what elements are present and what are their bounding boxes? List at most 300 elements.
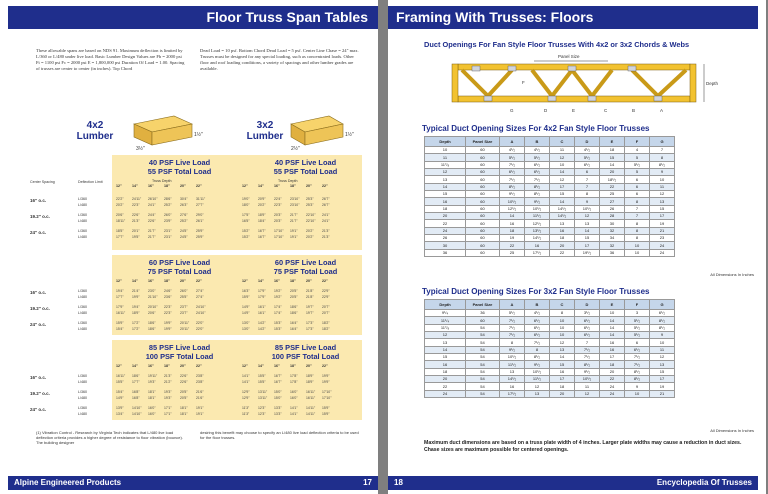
span-value: 22'3" (274, 202, 282, 207)
span-value: 15'9" (322, 406, 330, 410)
table-cell: 34 (600, 235, 625, 242)
table-cell: 6¹/₂ (625, 346, 650, 353)
table-cell: 10 (600, 310, 625, 317)
span-value: 20'11" (180, 321, 190, 325)
table-cell: 12 (550, 176, 575, 183)
depth-header: 18" (290, 279, 296, 283)
deflection-limit: L/360 (78, 374, 87, 378)
table-cell: 8 (525, 346, 550, 353)
span-value: 31'11" (196, 197, 206, 201)
table-cell: 18¹/₂ (600, 176, 625, 183)
span-value: 24'5" (180, 229, 188, 233)
table-4x2-title: Typical Duct Opening Sizes For 4x2 Fan Style Floor Trusses (422, 124, 650, 133)
table-cell: 12 (425, 169, 466, 176)
table-cell: 28 (600, 213, 625, 220)
table-cell: 17 (650, 376, 675, 383)
table-cell: 8¹/₂ (650, 317, 675, 324)
span-value: 19'5" (132, 234, 140, 239)
depth-header: 22" (196, 184, 202, 188)
table-cell: 13 (500, 368, 525, 375)
deflection-limit: L/360 (78, 406, 87, 410)
span-value: 17'10" (322, 395, 332, 400)
table-cell: 60 (466, 317, 500, 324)
table-cell: 8¹/₂ (625, 368, 650, 375)
live-load-label: 85 PSF Live Load (274, 343, 337, 352)
total-load-label: 100 PSF Total Load (145, 352, 214, 361)
span-value: 13'0" (242, 326, 250, 331)
table-cell: 17 (600, 354, 625, 361)
span-value: 23'7" (180, 305, 188, 309)
span-value: 23'0" (148, 289, 156, 293)
table-cell: 3 (625, 310, 650, 317)
depth-header: 22" (196, 279, 202, 283)
dim-3x2-height: 1½" (345, 132, 354, 138)
span-value: 16'3" (242, 289, 250, 293)
table-cell: 3¹/₂ (575, 310, 600, 317)
span-value: 16'0" (290, 390, 298, 394)
table-cell: 8 (550, 310, 575, 317)
span-value: 17'10" (322, 390, 332, 394)
diagram-letter-d: D (544, 108, 548, 113)
table-cell: 36 (425, 249, 466, 256)
span-value: 17'4" (274, 305, 282, 309)
total-load-label: 100 PSF Total Load (271, 352, 340, 361)
table-cell: 24 (650, 249, 675, 256)
table-cell: 9 (625, 383, 650, 390)
depth-header: 20" (180, 279, 186, 283)
live-load-label: 40 PSF Live Load (148, 158, 211, 167)
span-value: 19'9" (322, 379, 330, 384)
table-cell: 12 (575, 213, 600, 220)
table-cell: 24 (425, 390, 466, 397)
span-value: 16'11" (306, 395, 316, 400)
span-value: 13'3" (274, 411, 282, 416)
table-cell: 14 (600, 332, 625, 339)
deflection-limit-header: Deflection Limit (78, 180, 103, 184)
span-value: 20'11" (180, 326, 190, 331)
span-value: 14'9" (242, 305, 250, 309)
span-value: 17'5" (242, 213, 250, 217)
span-value: 13'11" (258, 395, 268, 400)
span-value: 24'4" (148, 213, 156, 217)
depth-header: 16" (274, 364, 280, 368)
span-value: 17'8" (290, 374, 298, 378)
table-cell: 60 (466, 249, 500, 256)
span-value: 22'6" (148, 218, 156, 223)
column-header: G (650, 137, 675, 147)
table-cell: 54 (466, 346, 500, 353)
table-cell: 9¹/₂ (500, 346, 525, 353)
table-cell: 4¹/₂ (525, 147, 550, 154)
table-cell: 18 (425, 205, 466, 212)
span-value: 15'9" (242, 294, 250, 299)
span-value: 20'5" (290, 294, 298, 299)
span-value: 20'2" (306, 229, 314, 233)
span-value: 24'10" (196, 305, 206, 309)
table-cell: 12 (425, 332, 466, 339)
depth-header: 18" (164, 279, 170, 283)
table-cell: 14¹/₂ (525, 235, 550, 242)
table-cell: 14 (550, 198, 575, 205)
table-cell: 5¹/₂ (500, 154, 525, 161)
span-value: 25'3" (306, 202, 314, 207)
table-cell: 15 (650, 205, 675, 212)
depth-header: 12" (242, 184, 248, 188)
table-cell: 13 (525, 390, 550, 397)
table-row (425, 368, 675, 375)
span-value: 22'0" (196, 321, 204, 325)
table-cell: 16 (525, 242, 550, 249)
span-value: 25'5" (180, 294, 188, 299)
table-cell: 6 (625, 183, 650, 190)
depth-header: 14" (258, 279, 264, 283)
depth-header: 20" (306, 279, 312, 283)
span-value: 18'6" (148, 321, 156, 325)
span-value: 19'9" (164, 321, 172, 325)
footer-publisher: Alpine Engineered Products (14, 478, 122, 487)
span-value: 14'9" (116, 395, 124, 400)
span-value: 17'7" (116, 294, 124, 299)
table-cell: 17 (550, 376, 575, 383)
right-footer (388, 476, 758, 490)
table-cell: 8 (625, 220, 650, 227)
span-value: 15'2" (242, 229, 250, 233)
span-value: 11'3" (242, 406, 250, 410)
table-cell: 6 (625, 191, 650, 198)
depth-header: 14" (258, 364, 264, 368)
table-cell: 21 (650, 227, 675, 234)
table-cell: 60 (466, 169, 500, 176)
table-cell: 19 (650, 220, 675, 227)
span-value: 14'1" (242, 379, 250, 384)
table-header-row (425, 300, 675, 310)
table-cell: 14 (500, 213, 525, 220)
span-value: 21'6" (196, 390, 204, 394)
table-cell: 32 (600, 227, 625, 234)
span-value: 19'1" (290, 234, 298, 239)
table-cell: 60 (466, 198, 500, 205)
depth-header: 22" (196, 364, 202, 368)
table-cell: 4 (625, 147, 650, 154)
table-row (425, 220, 675, 227)
table-cell: 14¹/₂ (500, 376, 525, 383)
span-value: 26'1" (196, 218, 204, 223)
lumber-3x2-illustration (285, 112, 355, 152)
table-cell: 11 (550, 147, 575, 154)
table-cell: 8 (575, 191, 600, 198)
table-cell: 6¹/₂ (575, 324, 600, 331)
table-header-row (425, 137, 675, 147)
table-cell: 16 (600, 339, 625, 346)
column-header: A (500, 137, 525, 147)
span-value: 21'8" (306, 289, 314, 293)
span-value: 19'11" (148, 374, 158, 378)
table-cell: 6¹/₂ (525, 317, 550, 324)
live-load-label: 40 PSF Live Load (274, 158, 337, 167)
table-cell: 7¹/₂ (500, 317, 525, 324)
span-value: 18'9" (306, 379, 314, 384)
total-load-label: 55 PSF Total Load (273, 167, 338, 176)
span-value: 20'6" (116, 213, 124, 217)
table-cell: 11¹/₂ (525, 376, 550, 383)
table-cell: 60 (466, 242, 500, 249)
span-value: 25'9" (196, 229, 204, 233)
table-cell: 19 (500, 235, 525, 242)
spacing-label: 16" o.c. (30, 375, 47, 380)
span-value: 14'10" (132, 411, 142, 416)
depth-header: 18" (290, 184, 296, 188)
span-value: 23'10" (290, 202, 300, 207)
span-value: 22'3" (164, 310, 172, 315)
table-cell: 24 (425, 227, 466, 234)
table-cell: 17 (575, 242, 600, 249)
span-value: 17'1" (164, 406, 172, 410)
table-cell: 11¹/₂ (500, 361, 525, 368)
span-value: 22'2" (116, 197, 124, 201)
table-cell: 11 (650, 183, 675, 190)
table-cell: 17¹/₂ (525, 249, 550, 256)
table-cell: 27 (600, 198, 625, 205)
span-value: 18'6" (290, 310, 298, 315)
span-value: 17'7" (116, 234, 124, 239)
span-value: 21'4" (132, 289, 140, 293)
table-cell: 10 (625, 242, 650, 249)
span-value: 14'9" (242, 310, 250, 315)
table-row (425, 176, 675, 183)
table-cell: 10¹/₂ (525, 205, 550, 212)
table-cell: 13 (650, 198, 675, 205)
table-cell: 60 (466, 191, 500, 198)
depth-header: 14" (132, 364, 138, 368)
table-cell: 5¹/₂ (525, 154, 550, 161)
table-cell: 10¹/₂ (525, 368, 550, 375)
span-value: 21'3" (164, 374, 172, 378)
table-cell: 7¹/₂ (625, 354, 650, 361)
depth-label: Depth (706, 81, 719, 86)
span-value: 16'0" (290, 395, 298, 400)
span-value: 20'3" (274, 213, 282, 217)
span-value: 19'9" (322, 374, 330, 378)
table-cell: 5 (625, 169, 650, 176)
table-cell: 10¹/₂ (575, 205, 600, 212)
table-cell: 6¹/₂ (575, 332, 600, 339)
table-cell: 6¹/₂ (500, 169, 525, 176)
span-value: 24'1" (322, 218, 330, 223)
column-header: D (575, 137, 600, 147)
span-value: 13'3" (274, 406, 282, 410)
column-header: F (625, 300, 650, 310)
table-cell: 12 (550, 154, 575, 161)
table-row (425, 235, 675, 242)
table-row (425, 205, 675, 212)
table-cell: 14 (550, 354, 575, 361)
span-value: 18'1" (180, 411, 188, 416)
table-cell: 17 (650, 213, 675, 220)
span-value: 16'8" (132, 395, 140, 400)
deflection-limit: L/480 (78, 310, 87, 315)
diagram-letter-e: E (572, 108, 576, 113)
diagram-letter-a: A (660, 108, 664, 113)
span-value: 23'10" (290, 197, 300, 201)
depth-header: 12" (116, 184, 122, 188)
table-row (425, 361, 675, 368)
span-value: 16'4" (290, 326, 298, 331)
table-cell: 14 (600, 317, 625, 324)
table-cell: 5¹/₂ (625, 324, 650, 331)
table-cell: 17¹/₂ (500, 390, 525, 397)
span-value: 19'1" (196, 411, 204, 416)
span-value: 22'3" (164, 305, 172, 309)
table-row (425, 154, 675, 161)
span-value: 16'1" (258, 310, 266, 315)
table-cell: 18 (550, 235, 575, 242)
span-value: 23'1" (164, 234, 172, 239)
table-row (425, 354, 675, 361)
spacing-label: 19.2" o.c. (30, 306, 50, 311)
span-value: 18'6" (148, 326, 156, 331)
right-page (388, 0, 766, 494)
table-cell: 11⁷/₈ (425, 324, 466, 331)
table-cell: 60 (466, 154, 500, 161)
span-value: 15'5" (116, 379, 124, 384)
table-cell: 60 (466, 176, 500, 183)
table-cell: 16 (600, 346, 625, 353)
table-cell: 23 (650, 235, 675, 242)
span-value: 20'5" (180, 390, 188, 394)
span-value: 19'0" (242, 197, 250, 201)
table-cell: 54 (466, 390, 500, 397)
table-cell: 10 (425, 147, 466, 154)
span-value: 16'11" (116, 310, 126, 315)
span-value: 18'1" (180, 406, 188, 410)
span-value: 19'9" (132, 294, 140, 299)
table-cell: 8¹/₂ (625, 376, 650, 383)
span-value: 19'3" (148, 379, 156, 384)
span-value: 16'11" (306, 390, 316, 394)
table-cell: 9 (650, 169, 675, 176)
table-cell: 36 (600, 249, 625, 256)
table-cell: 6¹/₂ (650, 310, 675, 317)
table-row (425, 169, 675, 176)
span-value: 21'7" (148, 234, 156, 239)
depth-header: 12" (116, 364, 122, 368)
diagram-letter-c: C (604, 108, 608, 113)
span-value: 18'9" (132, 310, 140, 315)
span-value: 14'11" (306, 411, 316, 416)
span-value: 27'4" (196, 289, 204, 293)
table-cell: 7¹/₂ (525, 339, 550, 346)
deflection-limit: L/360 (78, 305, 87, 309)
left-page-header: Floor Truss Span Tables (8, 6, 378, 29)
column-header: E (600, 137, 625, 147)
table-cell: 14 (425, 346, 466, 353)
span-value: 14'1" (290, 411, 298, 416)
span-value: 26'3" (180, 202, 188, 207)
table-cell: 19¹/₂ (575, 249, 600, 256)
truss-depth-label: Truss Depth (278, 179, 298, 183)
span-value: 27'7" (196, 202, 204, 207)
dim-note-1: All Dimensions In Inches (710, 272, 754, 277)
table-cell: 8 (500, 339, 525, 346)
depth-header: 22" (322, 184, 328, 188)
table-cell: 54 (466, 361, 500, 368)
span-value: 21'7" (290, 218, 298, 223)
table-cell: 15 (600, 154, 625, 161)
table-cell: 12 (575, 390, 600, 397)
table-cell: 16 (425, 361, 466, 368)
table-cell: 13 (650, 361, 675, 368)
span-value: 18'1" (148, 395, 156, 400)
diagram-letter-f: F (522, 80, 525, 85)
span-value: 19'3" (164, 390, 172, 394)
depth-header: 16" (148, 184, 154, 188)
span-value: 12'9" (242, 395, 250, 400)
table-cell: 14¹/₂ (550, 205, 575, 212)
span-value: 14'11" (306, 406, 316, 410)
span-value: 30'4" (180, 197, 188, 201)
table-cell: 6 (625, 176, 650, 183)
span-value: 17'10" (274, 234, 284, 239)
span-value: 17'7" (132, 379, 140, 384)
span-value: 25'9" (196, 234, 204, 239)
span-value: 22'10" (306, 213, 316, 217)
table-cell: 6¹/₂ (525, 169, 550, 176)
table-cell: 20 (425, 213, 466, 220)
footer-page-18: 18 (394, 478, 403, 487)
panel-size-label: Panel Size (558, 54, 580, 59)
depth-header: 14" (132, 279, 138, 283)
table-row (425, 227, 675, 234)
table-row (425, 161, 675, 168)
span-value: 20'9" (258, 197, 266, 201)
span-value: 18'5" (116, 229, 124, 233)
table-cell: 36 (466, 310, 500, 317)
table-cell: 60 (466, 147, 500, 154)
table-cell: 17 (550, 183, 575, 190)
span-value: 17'9" (258, 294, 266, 299)
column-header: Panel Size (466, 300, 500, 310)
span-value: 19'9" (164, 326, 172, 331)
table-cell: 60 (466, 227, 500, 234)
table-cell: 9¹/₂ (525, 361, 550, 368)
table-cell: 7 (575, 176, 600, 183)
table-cell: 10 (625, 390, 650, 397)
table-cell: 12¹/₂ (525, 220, 550, 227)
table-cell: 14 (550, 169, 575, 176)
left-page (0, 0, 378, 494)
span-value: 26'7" (322, 202, 330, 207)
table-cell: 6¹/₂ (575, 161, 600, 168)
depth-header: 16" (274, 184, 280, 188)
table-cell: 11⁷/₈ (425, 161, 466, 168)
live-load-label: 60 PSF Live Load (148, 258, 211, 267)
span-value: 21'2" (164, 379, 172, 384)
span-value: 15'4" (116, 390, 124, 394)
deflection-limit: L/480 (78, 218, 87, 223)
center-spacing-header: Center Spacing (30, 180, 55, 184)
span-value: 21'7" (290, 213, 298, 217)
span-value: 17'2" (132, 326, 140, 331)
table-4x2 (424, 136, 675, 257)
table-cell: 11 (425, 154, 466, 161)
span-value: 15'4" (116, 326, 124, 331)
deflection-limit: L/480 (78, 395, 87, 400)
span-value: 26'7" (322, 197, 330, 201)
table-cell: 10 (550, 161, 575, 168)
table-cell: 15 (575, 235, 600, 242)
table-cell: 7¹/₂ (625, 361, 650, 368)
span-value: 21'8" (306, 294, 314, 299)
